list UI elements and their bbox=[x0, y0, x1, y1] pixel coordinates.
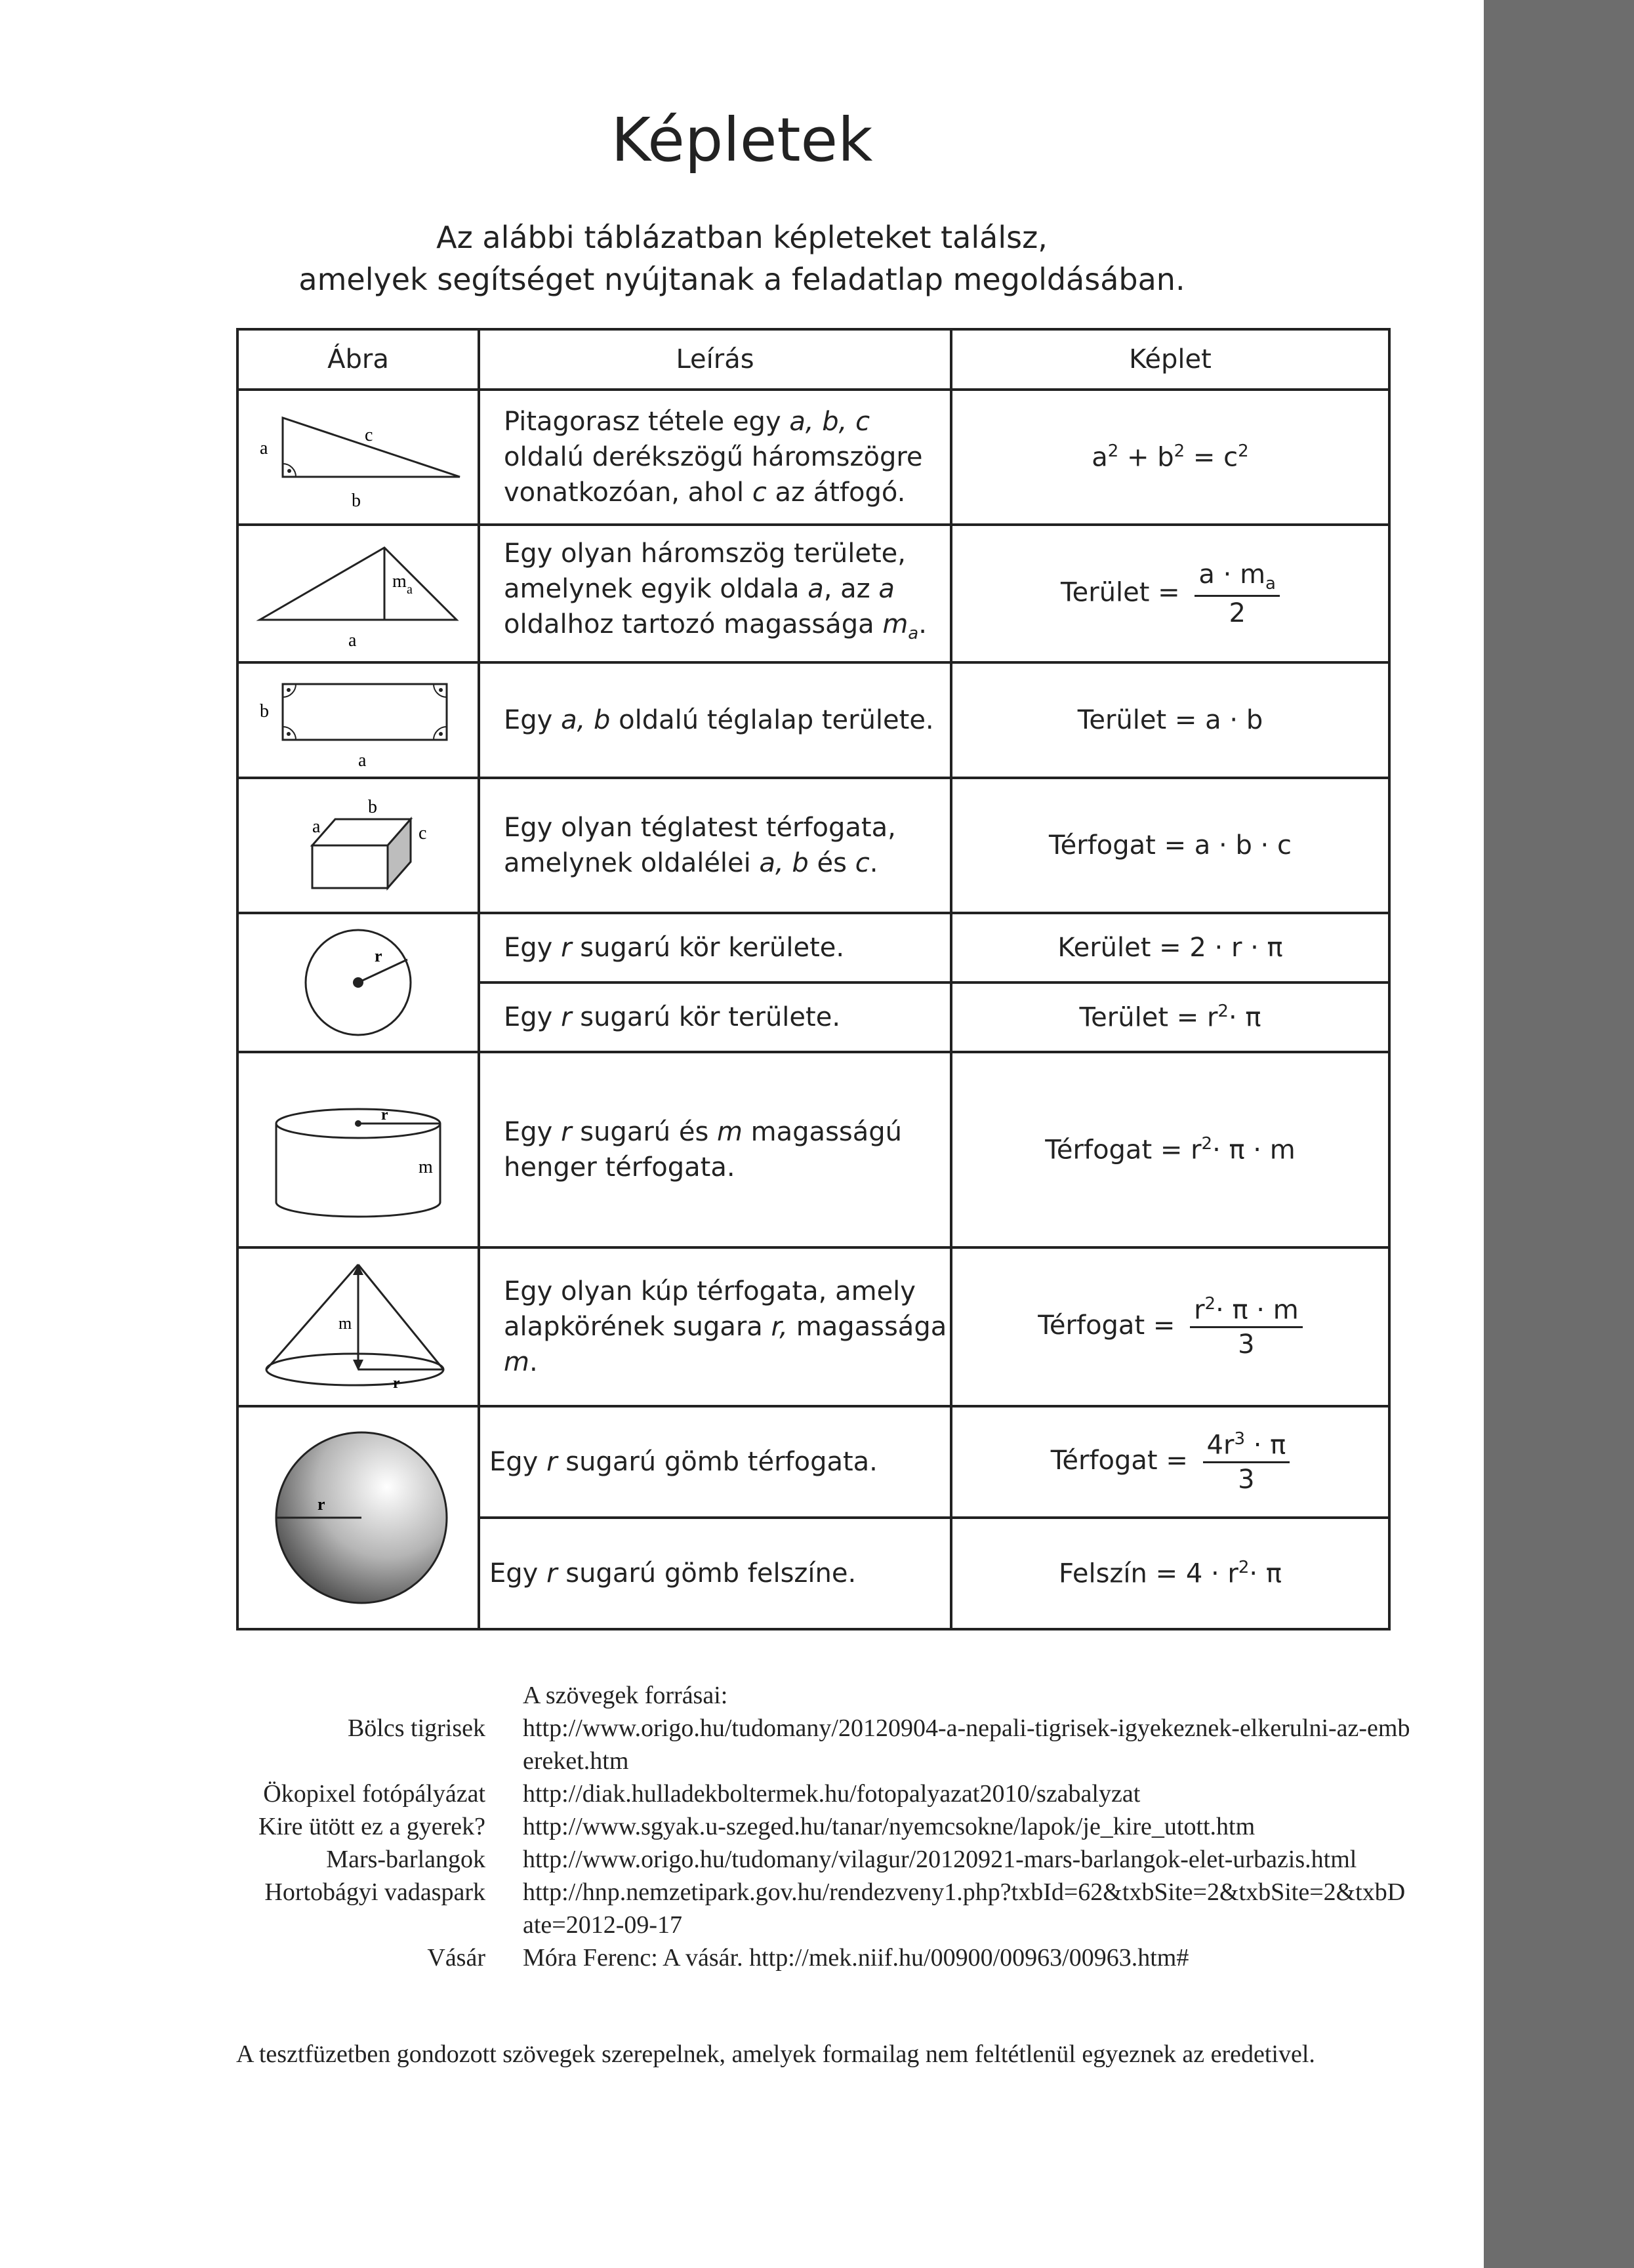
cone-volume-formula: Térfogat = $\frac{r^2\cdot \pi \cdot m}{3}$ bbox=[951, 1247, 1389, 1406]
source-item bbox=[236, 1810, 1417, 1843]
source-item bbox=[236, 1876, 1417, 1941]
label-r: r bbox=[381, 1106, 388, 1124]
label-r: r bbox=[375, 946, 382, 965]
table-row bbox=[237, 525, 1389, 662]
source-item bbox=[236, 1777, 1417, 1810]
table-row bbox=[237, 1052, 1389, 1247]
source-label: Vásár bbox=[427, 1944, 485, 1972]
circle-icon bbox=[240, 917, 476, 1048]
source-label: Kire ütött ez a gyerek? bbox=[258, 1813, 485, 1840]
label-a: a bbox=[348, 630, 357, 651]
rectangle-description: Egy a, b oldalú téglalap területe. bbox=[479, 662, 951, 778]
cuboid-figure bbox=[237, 778, 479, 913]
intro-text bbox=[0, 216, 1484, 300]
right-triangle-icon bbox=[240, 392, 476, 523]
table-row bbox=[237, 662, 1389, 778]
label-b: b bbox=[260, 701, 269, 721]
label-m: m bbox=[419, 1157, 433, 1177]
triangle-description: Egy olyan háromszög területe, amelynek egyik oldala a, az a oldalhoz tartozó magassága $m_a$. bbox=[479, 525, 951, 662]
rectangle-area-formula: Terület = a · b bbox=[951, 662, 1389, 778]
page-title: Képletek bbox=[611, 105, 873, 175]
label-m: m bbox=[392, 571, 407, 592]
label-b: b bbox=[368, 797, 377, 817]
cuboid-description: Egy olyan téglatest térfogata, amelynek oldalélei a, b és c. bbox=[479, 778, 951, 913]
header-formula: Képlet bbox=[951, 329, 1389, 390]
table-row bbox=[237, 1247, 1389, 1406]
cone-icon bbox=[240, 1251, 476, 1402]
circle-perimeter-description: Egy r sugarú kör kerülete. bbox=[479, 913, 951, 982]
fraction: $\frac{a \cdot m_a}{2}$ bbox=[1195, 559, 1280, 628]
source-url: http://diak.hulladekboltermek.hu/fotopalyazat2010/szabalyzat bbox=[523, 1780, 1141, 1808]
footnote: A tesztfüzetben gondozott szövegek szerepelnek, amelyek formailag nem feltétlenül egyeznek az eredetivel. bbox=[236, 2040, 1315, 2068]
formula-table bbox=[236, 328, 1391, 1630]
right-triangle-figure bbox=[237, 390, 479, 525]
header-figure: Ábra bbox=[237, 329, 479, 390]
source-url: http://www.origo.hu/tudomany/20120904-a-nepali-tigrisek-igyekeznek-elkerulni-az-embereket.htm bbox=[523, 1714, 1410, 1775]
source-item bbox=[236, 1843, 1417, 1876]
source-item bbox=[236, 1712, 1417, 1777]
label-m: m bbox=[338, 1314, 352, 1333]
triangle-figure bbox=[237, 525, 479, 662]
label-r: r bbox=[393, 1375, 400, 1392]
sphere-icon bbox=[240, 1413, 476, 1623]
source-item bbox=[236, 1941, 1417, 1974]
table-row bbox=[237, 778, 1389, 913]
intro-line-2: amelyek segítséget nyújtanak a feladatlap megoldásában. bbox=[298, 262, 1185, 297]
cylinder-description: Egy r sugarú és m magasságú henger térfogata. bbox=[479, 1052, 951, 1247]
label-a: a bbox=[260, 438, 268, 458]
label-c: c bbox=[419, 823, 427, 843]
circle-area-formula: Terület = $r^2\cdot \pi$ bbox=[951, 982, 1389, 1052]
sources-heading: A szövegek forrásai: bbox=[523, 1682, 728, 1709]
sphere-volume-description: Egy r sugarú gömb térfogata. bbox=[479, 1406, 951, 1518]
sphere-surface-description: Egy r sugarú gömb felszíne. bbox=[479, 1518, 951, 1629]
source-url: http://hnp.nemzetipark.gov.hu/rendezveny1.php?txbId=62&txbSite=2&txbSite=2&txbDate=2012-09-17 bbox=[523, 1878, 1406, 1939]
label-c: c bbox=[365, 425, 373, 445]
table-row bbox=[237, 1406, 1389, 1518]
header-description: Leírás bbox=[479, 329, 951, 390]
cone-description: Egy olyan kúp térfogata, amely alapkörének sugara r, magassága m. bbox=[479, 1247, 951, 1406]
table-row bbox=[237, 913, 1389, 982]
triangle-area-formula: Terület = $\frac{a \cdot m_a}{2}$ bbox=[951, 525, 1389, 662]
source-label: Bölcs tigrisek bbox=[347, 1714, 485, 1742]
source-url: http://www.origo.hu/tudomany/vilagur/20120921-mars-barlangok-elet-urbazis.html bbox=[523, 1846, 1357, 1873]
label-b: b bbox=[352, 491, 361, 511]
cuboid-icon bbox=[240, 780, 476, 911]
cylinder-figure bbox=[237, 1052, 479, 1247]
cylinder-icon bbox=[240, 1064, 476, 1235]
rectangle-figure bbox=[237, 662, 479, 778]
label-m-sub: a bbox=[407, 582, 413, 597]
circle-perimeter-formula: Kerület = 2 · r · π bbox=[951, 913, 1389, 982]
cone-figure bbox=[237, 1247, 479, 1406]
pythagoras-description: Pitagorasz tétele egy a, b, c oldalú derékszögű háromszögre vonatkozóan, ahol c az átfogó. bbox=[479, 390, 951, 525]
fraction: $\frac{r^2\cdot \pi \cdot m}{3}$ bbox=[1190, 1294, 1303, 1360]
source-url: Móra Ferenc: A vásár. http://mek.niif.hu/00900/00963/00963.htm# bbox=[523, 1944, 1189, 1972]
source-label: Hortobágyi vadaspark bbox=[264, 1878, 485, 1906]
source-url: http://www.sgyak.u-szeged.hu/tanar/nyemcsokne/lapok/je_kire_utott.htm bbox=[523, 1813, 1256, 1840]
triangle-height-icon bbox=[240, 528, 476, 659]
source-label: Ökopixel fotópályázat bbox=[263, 1780, 485, 1808]
label-r: r bbox=[317, 1495, 325, 1514]
circle-figure bbox=[237, 913, 479, 1052]
circle-area-description: Egy r sugarú kör területe. bbox=[479, 982, 951, 1052]
sphere-figure bbox=[237, 1406, 479, 1629]
sphere-surface-formula: Felszín = $4 \cdot r^2\cdot \pi$ bbox=[951, 1518, 1389, 1629]
cuboid-volume-formula: Térfogat = a · b · c bbox=[951, 778, 1389, 913]
sources-section bbox=[236, 1679, 1417, 1974]
label-a: a bbox=[312, 817, 321, 837]
intro-line-1: Az alábbi táblázatban képleteket találsz, bbox=[436, 220, 1048, 255]
source-label: Mars-barlangok bbox=[326, 1846, 485, 1873]
pythagoras-formula: $a^2 + b^2 = c^2$ bbox=[951, 390, 1389, 525]
cylinder-volume-formula: Térfogat = $r^2\cdot \pi \cdot m$ bbox=[951, 1052, 1389, 1247]
label-a: a bbox=[358, 750, 367, 771]
table-row bbox=[237, 390, 1389, 525]
fraction: $\frac{4r^3 \cdot \pi}{3}$ bbox=[1203, 1429, 1290, 1495]
side-bar bbox=[1484, 0, 1634, 2268]
rectangle-icon bbox=[240, 664, 476, 776]
sphere-volume-formula: Térfogat = $\frac{4r^3 \cdot \pi}{3}$ bbox=[951, 1406, 1389, 1518]
table-header-row bbox=[237, 329, 1389, 390]
